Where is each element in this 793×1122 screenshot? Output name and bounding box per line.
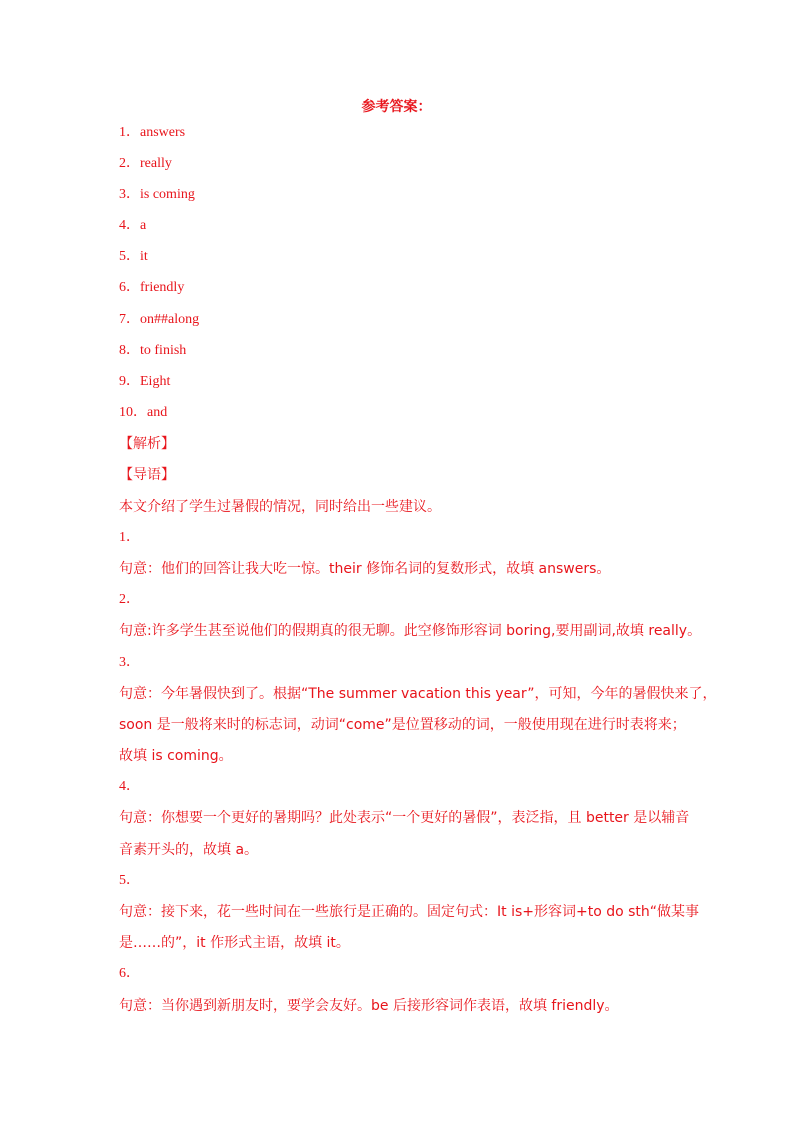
answer-item: 4．a — [119, 218, 147, 233]
explanation-number: 6． — [119, 966, 140, 981]
explanation-line: 是……的”，it 作形式主语，故填 it。 — [119, 935, 350, 951]
answer-item: 10．and — [119, 405, 168, 420]
explanation-number: 2． — [119, 592, 140, 607]
explanation-line: 句意：当你遇到新朋友时，要学会友好。be 后接形容词作表语，故填 friendly。 — [119, 998, 619, 1014]
explanation-line: 句意：你想要一个更好的暑期吗？此处表示“一个更好的暑假”，表泛指，且 better 是以辅音 — [119, 810, 690, 826]
explanation-line: 故填 is coming。 — [119, 748, 233, 764]
explanation-line: 句意:许多学生甚至说他们的假期真的很无聊。此空修饰形容词 boring,要用副词,故填 really。 — [119, 623, 702, 639]
explanation-number: 3． — [119, 655, 140, 670]
answer-item: 7．on##along — [119, 312, 200, 327]
explanation-line: 句意：接下来，花一些时间在一些旅行是正确的。固定句式：It is+形容词+to do sth“做某事 — [119, 904, 700, 920]
page-title: 参考答案： — [361, 99, 432, 115]
guide-heading: 【导语】 — [119, 467, 175, 483]
answer-item: 6．friendly — [119, 280, 185, 295]
answer-item: 9．Eight — [119, 374, 171, 389]
explanation-number: 5． — [119, 873, 140, 888]
answer-item: 5．it — [119, 249, 148, 264]
explanation-line: soon 是一般将来时的标志词，动词“come”是位置移动的词，一般使用现在进行时表将来； — [119, 717, 686, 733]
explanation-number: 4． — [119, 779, 140, 794]
explanation-number: 1． — [119, 530, 140, 545]
analysis-heading: 【解析】 — [119, 436, 175, 452]
answer-item: 8．to finish — [119, 343, 187, 358]
answer-item: 1．answers — [119, 125, 186, 140]
explanation-line: 音素开头的，故填 a。 — [119, 842, 259, 858]
explanation-line: 句意：他们的回答让我大吃一惊。their 修饰名词的复数形式，故填 answers。 — [119, 561, 611, 577]
intro-text: 本文介绍了学生过暑假的情况，同时给出一些建议。 — [119, 499, 441, 515]
answer-item: 2．really — [119, 156, 172, 171]
explanation-line: 句意：今年暑假快到了。根据“The summer vacation this year”，可知，今年的暑假快来了， — [119, 686, 717, 702]
answer-item: 3．is coming — [119, 187, 195, 202]
